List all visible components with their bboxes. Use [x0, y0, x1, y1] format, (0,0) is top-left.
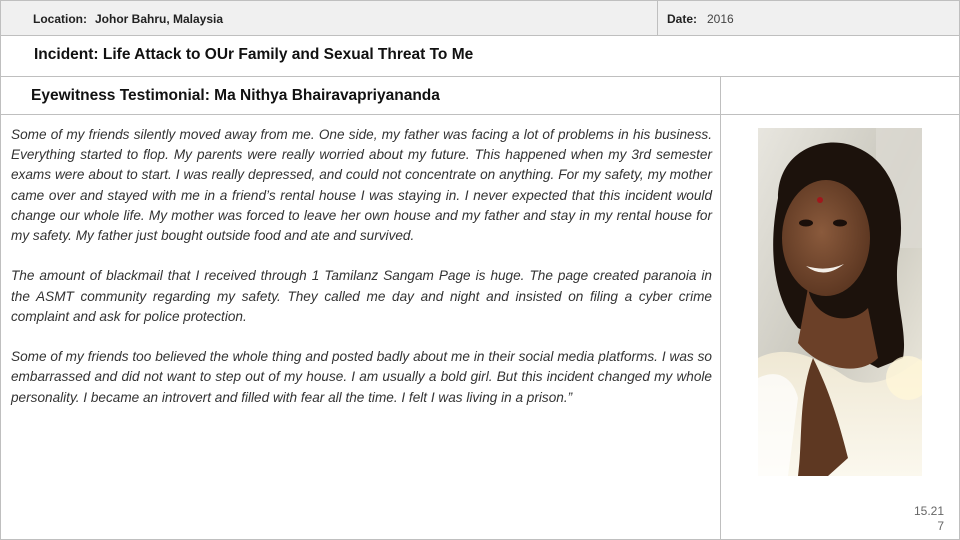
witness-side-cell — [720, 76, 960, 115]
slide-number — [884, 504, 944, 534]
slide-number-line2: 7 — [937, 519, 944, 533]
location-label: Location: — [33, 12, 87, 26]
incident-cell — [0, 35, 960, 77]
date-cell — [657, 0, 960, 36]
date-value: 2016 — [707, 12, 734, 26]
testimonial-paragraph: Some of my friends silently moved away from me. One side, my father was facing a lot of problems in his business. Everything started to flop. My parents were really worried about my future. This happened when my 3rd semester exams were about to start. I was really depressed, and could not concentrate on anything. For my safety, my mother came over and stayed with me in a friend’s rental house I was staying in. I never expected that this incident would change our whole life. My mother was forced to leave her own house and my father and stay in my rental house for my safety. My father just bought outside food and ate and survived. — [11, 127, 712, 244]
testimonial-text — [11, 125, 712, 428]
slide-number-line1: 15.21 — [913, 504, 944, 518]
witness-heading: Eyewitness Testimonial: Ma Nithya Bhairavapriyananda — [31, 87, 440, 104]
testimonial-paragraph: The amount of blackmail that I received through 1 Tamilanz Sangam Page is huge. The page created paranoia in the ASMT community regarding my safety. They called me day and night and insisted on filing a cyber crime complaint and ask for police protection. — [11, 268, 712, 324]
testimonial-cell — [0, 114, 721, 540]
incident-title: Incident: Life Attack to OUr Family and Sexual Threat To Me — [34, 46, 474, 63]
portrait-photo — [758, 128, 922, 476]
date-label: Date: — [667, 12, 698, 26]
witness-heading-cell — [0, 76, 721, 115]
location-cell — [0, 0, 658, 36]
testimonial-paragraph: Some of my friends too believed the whole thing and posted badly about me in their social media platforms. I was so embarrassed and did not want to step out of my house. I am usually a bold girl. But this incident changed my whole personality. I became an introvert and filled with fear all the time. I felt I was living in a prison.” — [11, 349, 712, 405]
location-value: Johor Bahru, Malaysia — [95, 12, 224, 26]
